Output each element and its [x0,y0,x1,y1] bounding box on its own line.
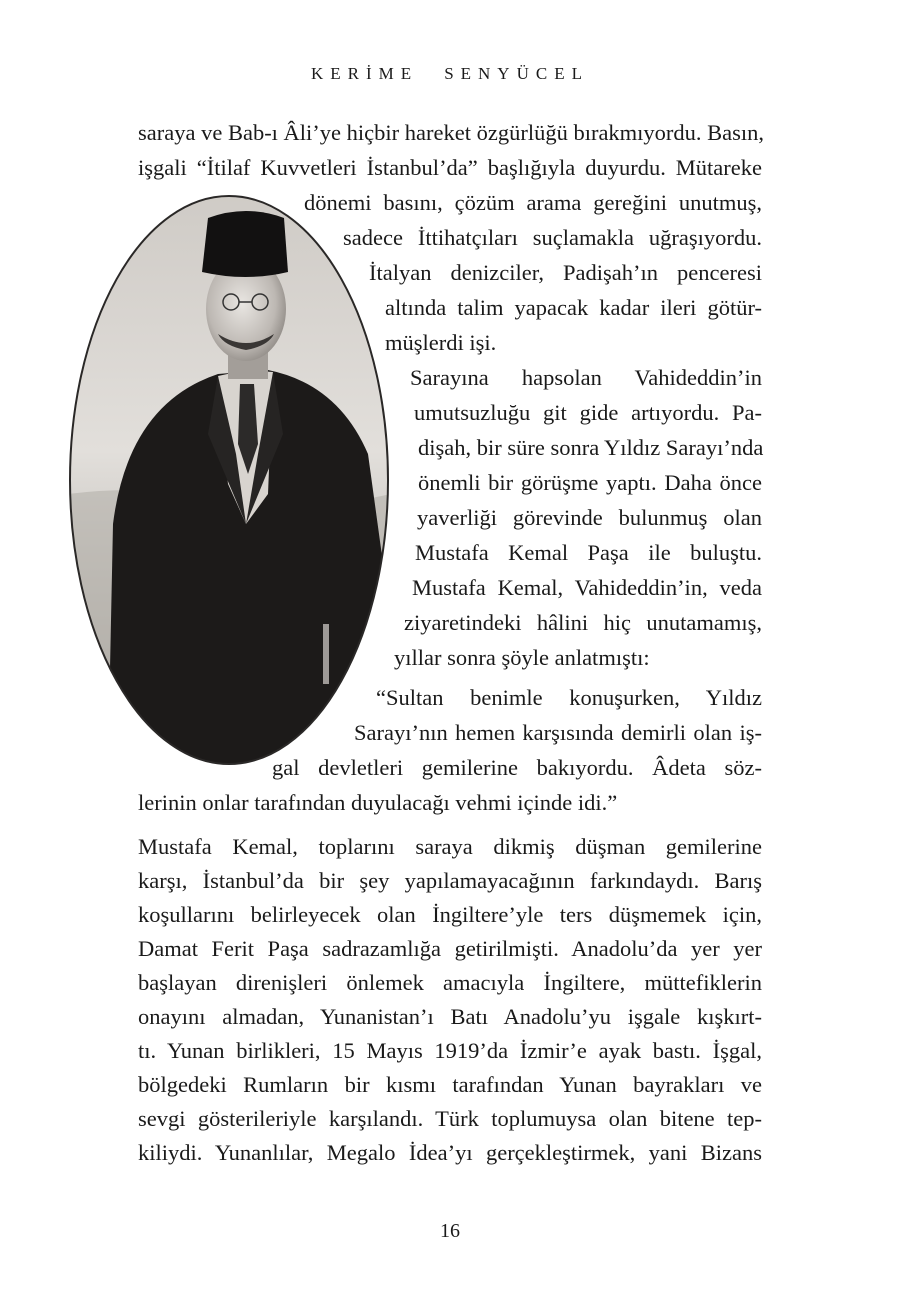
text-line: Mustafa Kemal, toplarını saraya dikmiş düşman gemilerine [138,834,762,859]
running-header [0,64,900,84]
text-line: saraya ve Bab-ı Âli’ye hiçbir hareket özgürlüğü bırakmıyordu. Basın, [138,120,765,145]
text-line: karşı, İstanbul’da bir şey yapılamayacağının farkındaydı. Barış [138,868,762,893]
text-line: sadece İttihatçıları suçlamakla uğraşıyordu. [343,225,762,250]
quote-line: gal devletleri gemilerine bakıyordu. Âdeta söz- [272,755,762,780]
text-line: kiliydi. Yunanlılar, Megalo İdea’yı gerçekleştirmek, yani Bizans [138,1140,762,1165]
text-line: koşullarını belirleyecek olan İngiltere’yle ters düşmemek için, [138,902,762,927]
author-first-name: KERİME [311,64,419,83]
text-line: altında talim yapacak kadar ileri götür- [385,295,762,320]
quote-line: lerinin onlar tarafından duyulacağı vehmi içinde idi.” [138,790,618,815]
author-last-name: SENYÜCEL [444,64,589,83]
text-line: umutsuzluğu git gide artıyordu. Pa- [414,400,762,425]
page-number: 16 [440,1220,460,1242]
text-line: dönemi basını, çözüm arama gereğini unutmuş, [304,190,762,215]
text-line: Mustafa Kemal Paşa ile buluştu. [415,540,762,565]
portrait-photo [68,194,390,766]
text-line: Damat Ferit Paşa sadrazamlığa getirilmişti. Anadolu’da yer yer [138,936,762,961]
quote-line: “Sultan benimle konuşurken, Yıldız [376,685,762,710]
text-line: önemli bir görüşme yaptı. Daha önce [418,470,762,495]
text-line: ziyaretindeki hâlini hiç unutamamış, [404,610,762,635]
text-line: tı. Yunan birlikleri, 15 Mayıs 1919’da İzmir’e ayak bastı. İşgal, [138,1038,762,1063]
text-line: müşlerdi işi. [385,330,497,355]
text-line: sevgi gösterileriyle karşılandı. Türk toplumuysa olan bitene tep- [138,1106,762,1131]
quote-line: Sarayı’nın hemen karşısında demirli olan iş- [354,720,762,745]
text-line: İtalyan denizciler, Padişah’ın penceresi [369,260,762,285]
text-line: dişah, bir süre sonra Yıldız Sarayı’nda [418,435,764,460]
text-line: Mustafa Kemal, Vahideddin’in, veda [412,575,762,600]
text-line: Sarayına hapsolan Vahideddin’in [410,365,762,390]
text-line: onayını almadan, Yunanistan’ı Batı Anadolu’yu işgale kışkırt- [138,1004,762,1029]
text-line: bölgedeki Rumların bir kısmı tarafından Yunan bayrakları ve [138,1072,762,1097]
text-line: işgali “İtilaf Kuvvetleri İstanbul’da” başlığıyla duyurdu. Mütareke [138,155,762,180]
text-line: yaverliği görevinde bulunmuş olan [417,505,762,530]
text-line: yıllar sonra şöyle anlatmıştı: [394,645,650,670]
text-line: başlayan direnişleri önlemek amacıyla İngiltere, müttefiklerin [138,970,762,995]
